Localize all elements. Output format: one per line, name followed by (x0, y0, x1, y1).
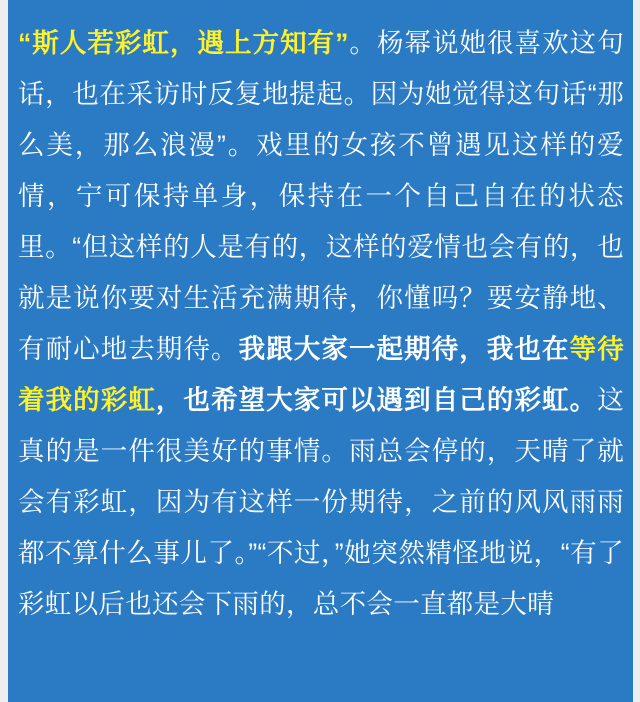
paragraph-segment-6: 这真的是一件很美好的事情。雨总会停的，天晴了就会有彩虹，因为有这样一份期待，之前的风风雨雨都不算什么事儿了。”“不过，”她突然精怪地说，“有了彩虹 (18, 385, 624, 619)
article-text-block (18, 18, 624, 630)
paragraph-segment-2: 。杨幂说她很喜欢这句话，也在采访时反复地提起。因为她觉得这句话“那么美，那么浪漫”。戏里的女孩不曾遇见这样的爱情，宁可保持单身，保持在一个自己自在的状态里。“但这样的人是有的，这样的爱情也会有的，也就是说你要对生活充满期待，你懂吗？要安静地、有耐心地去期待。 (18, 28, 625, 364)
page-left-margin (0, 0, 8, 702)
quote-highlight-rainbow: 等待着我的彩虹 (18, 334, 624, 415)
paragraph-segment-5-bold: ，也希望大家可以遇到自己的彩虹。 (155, 385, 598, 415)
paragraph-segment-3-bold: 我跟大家一起期待，我也在 (238, 334, 570, 364)
paragraph-segment-7-cutoff: 以后也还会下雨的，总不会一直都是大晴 (71, 589, 555, 619)
page-right-margin (633, 0, 640, 702)
quote-highlight-opening: “斯人若彩虹，遇上方知有” (18, 28, 349, 58)
